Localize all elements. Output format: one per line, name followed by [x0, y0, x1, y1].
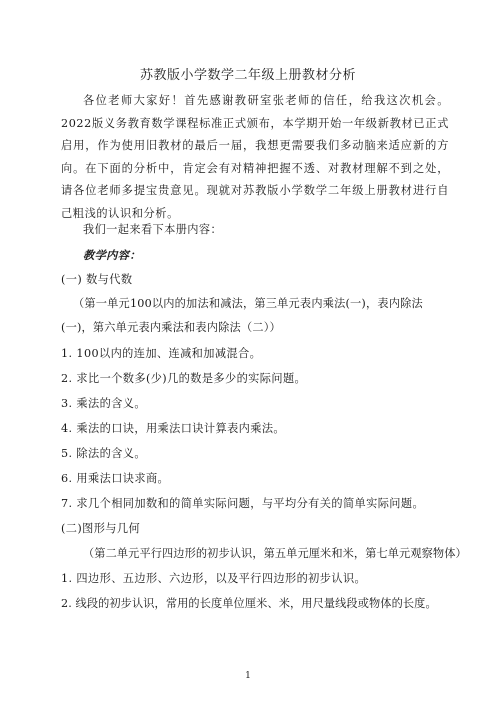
list-item: 5. 除法的含义。	[61, 447, 146, 460]
section1-heading: (一) 数与代数	[61, 273, 133, 286]
section2-heading: (二)图形与几何	[61, 522, 141, 535]
list-item: 4. 乘法的口诀，用乘法口诀计算表内乘法。	[61, 422, 286, 435]
section1-units: （第一单元100以内的加法和减法，第三单元表内乘法(一)，表内除法(一)，第六单元表内乘法和表内除法（二））	[61, 297, 423, 334]
list-item: 7. 求几个相同加数和的简单实际问题，与平均分有关的简单实际问题。	[61, 497, 425, 510]
list-item: 3. 乘法的含义。	[61, 397, 146, 410]
list-item: 2. 求比一个数多(少)几的数是多少的实际问题。	[61, 372, 307, 385]
list-item: 2. 线段的初步认识，常用的长度单位厘米、米，用尺量线段或物体的长度。	[61, 597, 437, 610]
list-item: 1. 四边形、五边形、六边形，以及平行四边形的初步认识。	[61, 572, 367, 585]
list-item: 6. 用乘法口诀求商。	[61, 472, 170, 485]
lead-text: 我们一起来看下本册内容：	[83, 223, 223, 236]
page-number: 1	[245, 671, 251, 681]
section2-units: （第二单元平行四边形的初步认识，第五单元厘米和米，第七单元观察物体）	[83, 547, 467, 560]
content-heading: 教学内容：	[83, 248, 141, 262]
list-item: 1. 100以内的连加、连减和加减混合。	[61, 347, 262, 360]
document-title: 苏教版小学数学二年级上册教材分析	[139, 68, 356, 83]
intro-paragraph: 各位老师大家好！首先感谢教研室张老师的信任，给我这次机会。2022版义务教育数学课程标准正式颁布，本学期开始一年级新教材已正式启用，作为使用旧教材的最后一届，我想更需要我们多动脑来适应新的方向。在下面的分析中，肯定会有对精神把握不透、对教材理解不到之处，请各位老师多提宝贵意见。现就对苏教版小学数学二年级上册教材进行自己粗浅的认识和分析。	[61, 94, 449, 220]
